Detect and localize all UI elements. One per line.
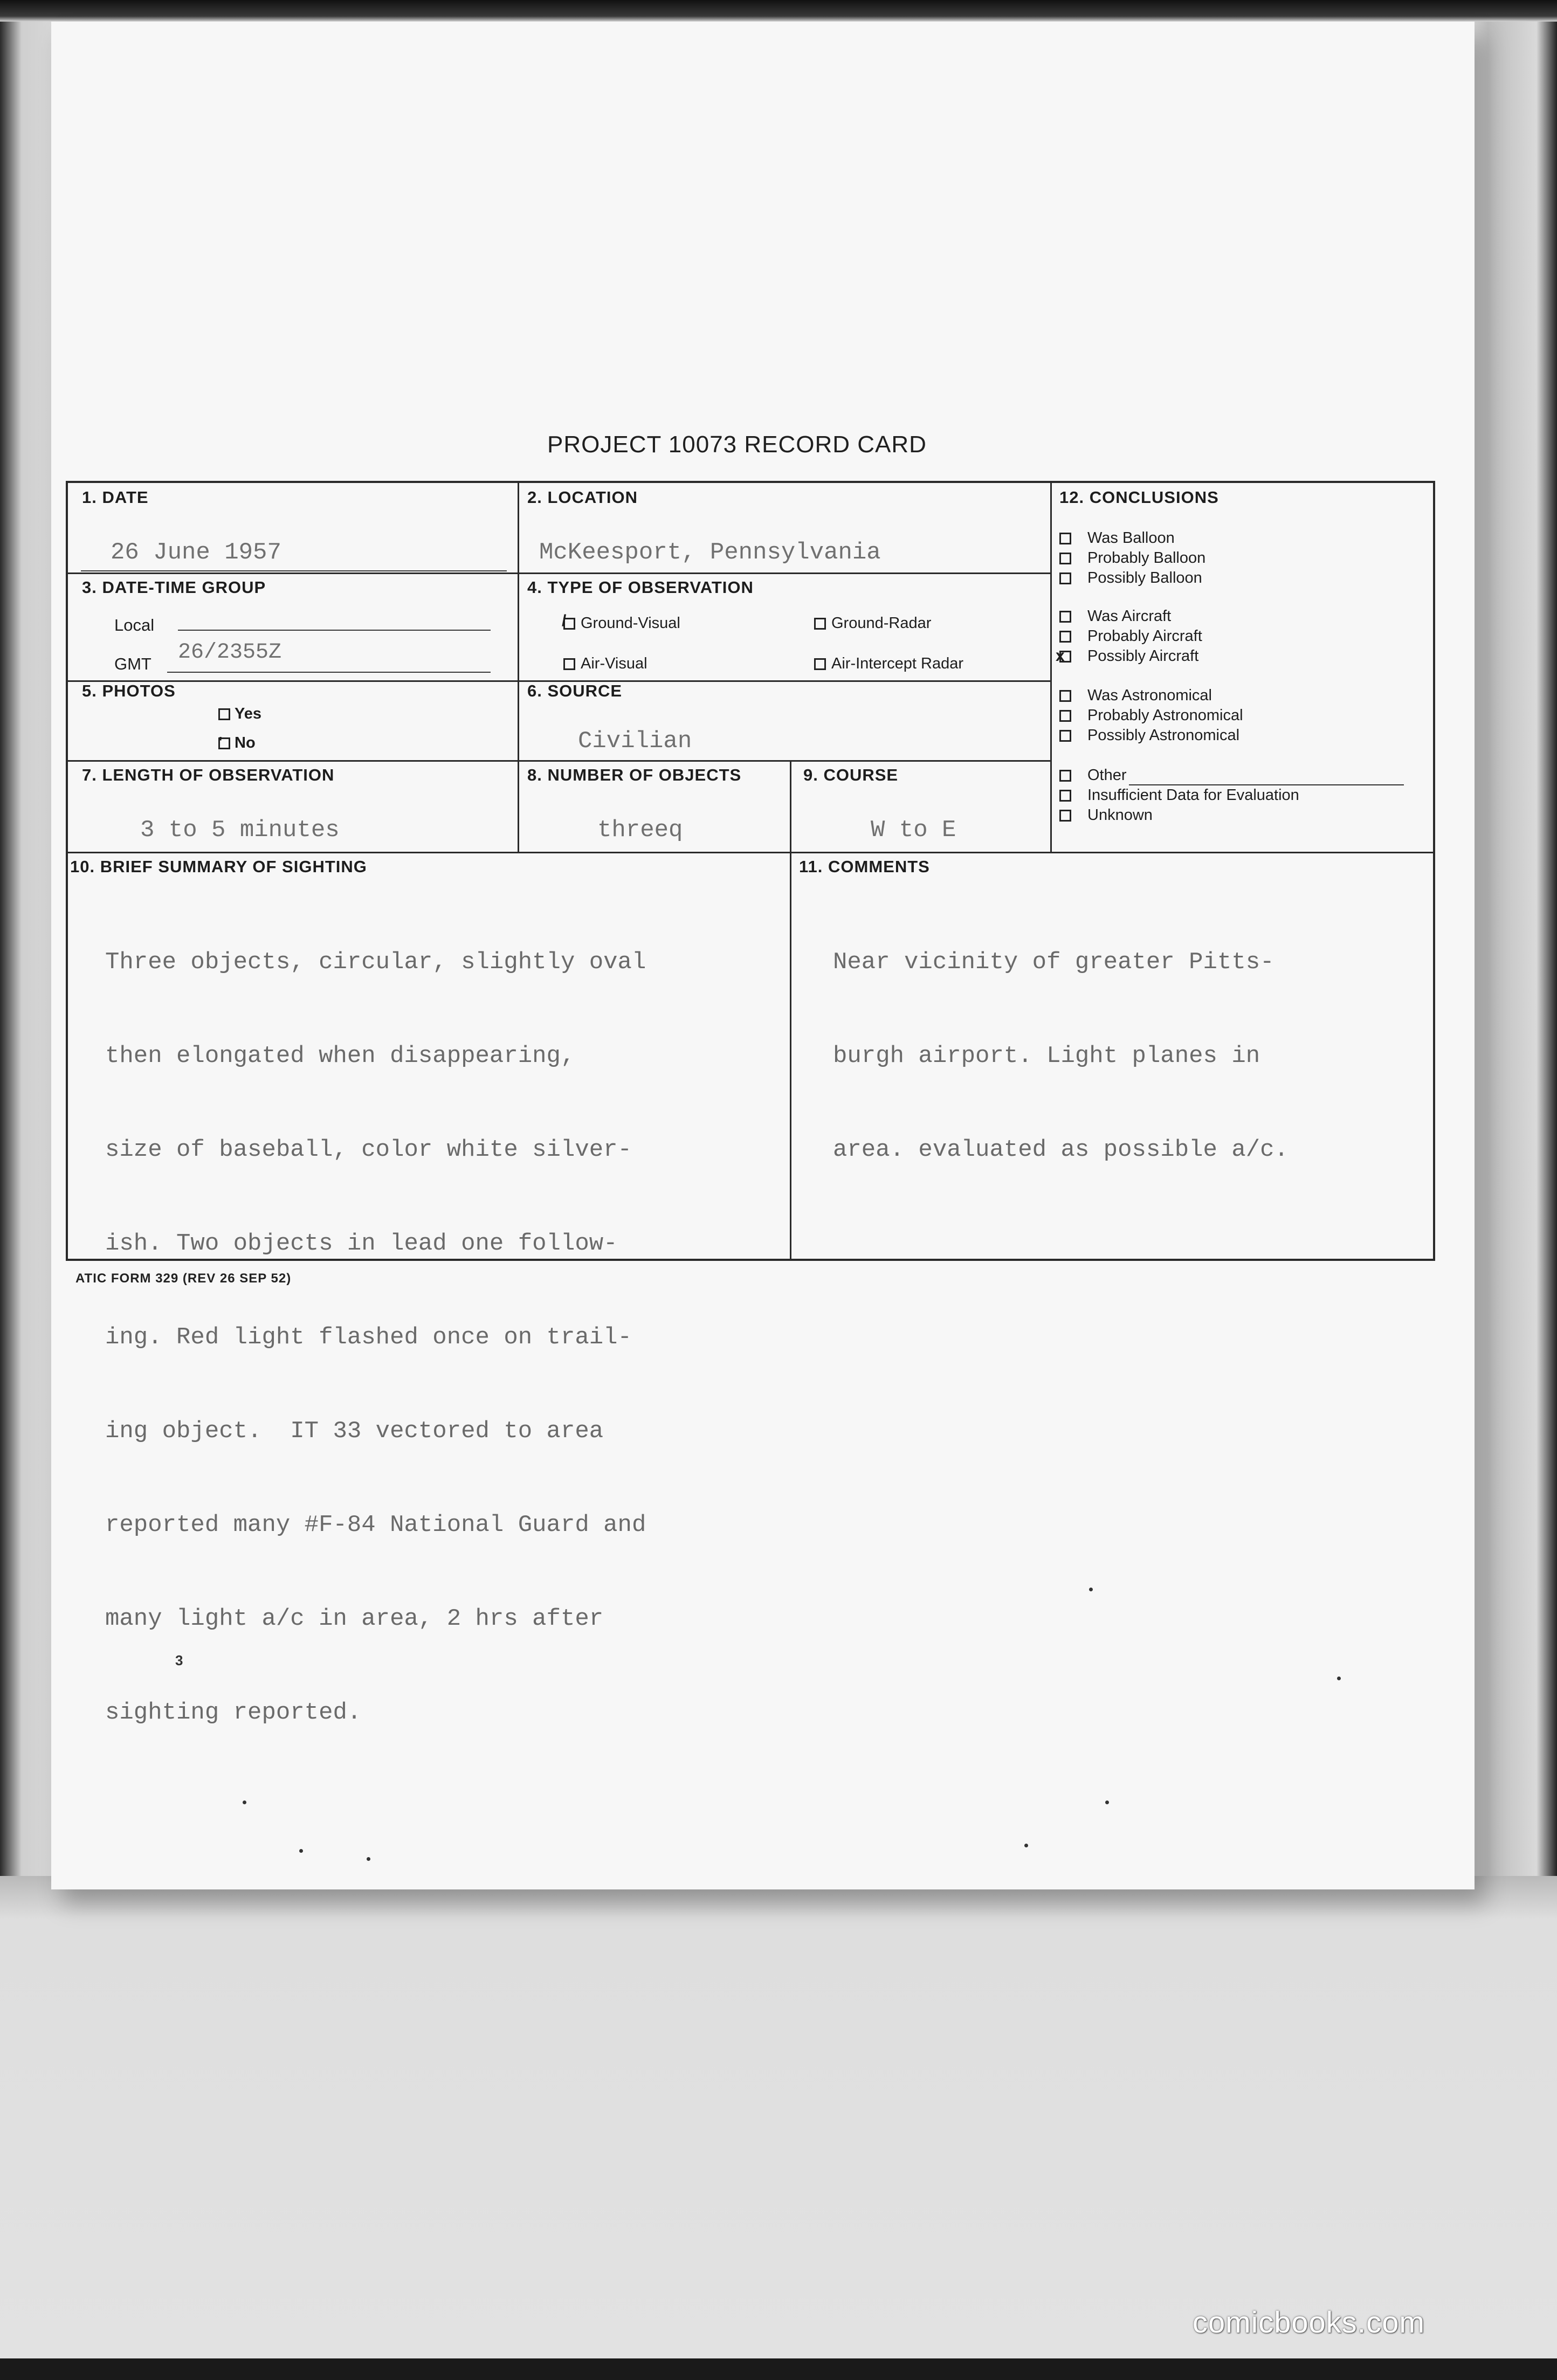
option-air-intercept-radar: Air-Intercept Radar [814, 655, 963, 673]
brief-summary-label: 10. BRIEF SUMMARY OF SIGHTING [70, 857, 367, 876]
checkbox-ground-visual: / [563, 618, 575, 630]
conclusion-insufficient-data: Insufficient Data for Evaluation [1059, 785, 1404, 805]
conclusion-group-balloon [1059, 528, 1205, 588]
number-of-objects-label: 8. NUMBER OF OBJECTS [527, 765, 742, 784]
conclusion-probably-balloon: Probably Balloon [1059, 548, 1205, 568]
form-identifier: ATIC FORM 329 (REV 26 SEP 52) [75, 1271, 292, 1286]
conclusion-unknown: Unknown [1059, 805, 1404, 825]
checkbox-probably-astronomical [1059, 710, 1071, 722]
scan-bottom-edge [0, 2358, 1557, 2380]
conclusion-possibly-aircraft: x Possibly Aircraft [1056, 647, 1199, 665]
checkbox-air-visual [563, 658, 575, 670]
checkbox-possibly-balloon [1059, 572, 1071, 584]
checkbox-photos-yes [218, 708, 230, 720]
option-ground-radar: Ground-Radar [814, 615, 931, 632]
option-photos-no: ' No [219, 734, 256, 751]
comments-label: 11. COMMENTS [799, 857, 930, 876]
comment-line: area. evaluated as possible a/c. [833, 1136, 1289, 1163]
type-of-observation-label: 4. TYPE OF OBSERVATION [527, 578, 754, 597]
comment-line: burgh airport. Light planes in [833, 1043, 1260, 1070]
checkbox-possibly-astronomical [1059, 730, 1071, 742]
conclusions-label: 12. CONCLUSIONS [1059, 488, 1219, 507]
conclusion-group-aircraft [1056, 606, 1202, 666]
comment-line: Near vicinity of greater Pitts- [833, 949, 1274, 976]
course-value: W to E [871, 817, 956, 844]
checkbox-was-balloon [1059, 533, 1071, 544]
summary-line: many light a/c in area, 2 hrs after [105, 1605, 604, 1632]
gmt-label: GMT [114, 654, 151, 673]
checkbox-was-aircraft [1059, 611, 1071, 623]
location-value: McKeesport, Pennsylvania [539, 539, 881, 566]
summary-line: reported many #F-84 National Guard and [105, 1512, 646, 1539]
date-label: 1. DATE [82, 488, 149, 507]
checkbox-ground-radar [814, 618, 826, 630]
summary-line: ing object. IT 33 vectored to area [105, 1418, 604, 1445]
checkbox-insufficient-data [1059, 790, 1071, 802]
length-of-observation-label: 7. LENGTH OF OBSERVATION [82, 765, 335, 784]
brief-summary-text [105, 884, 646, 1760]
checkbox-air-intercept-radar [814, 658, 826, 670]
length-of-observation-value: 3 to 5 minutes [140, 817, 340, 844]
option-air-visual: Air-Visual [563, 655, 647, 673]
conclusion-possibly-balloon: Possibly Balloon [1059, 568, 1205, 588]
checkbox-was-astronomical [1059, 690, 1071, 702]
checkbox-photos-no: ' [218, 737, 230, 749]
date-time-group-label: 3. DATE-TIME GROUP [82, 578, 266, 597]
conclusion-was-astronomical: Was Astronomical [1059, 686, 1243, 706]
comments-text [833, 884, 1289, 1197]
summary-line: ing. Red light flashed once on trail- [105, 1324, 632, 1351]
conclusion-was-balloon: Was Balloon [1059, 528, 1205, 548]
number-of-objects-value: threeq [597, 817, 683, 844]
conclusion-possibly-astronomical: Possibly Astronomical [1059, 726, 1243, 746]
page-mark: 3 [175, 1652, 183, 1668]
source-label: 6. SOURCE [527, 681, 623, 700]
location-label: 2. LOCATION [527, 488, 638, 507]
conclusion-group-other [1059, 765, 1404, 825]
summary-line: size of baseball, color white silver- [105, 1136, 632, 1163]
conclusion-was-aircraft: Was Aircraft [1059, 606, 1202, 626]
watermark: comicbooks.com [1193, 2305, 1425, 2339]
scan-top-edge [0, 0, 1557, 22]
date-value: 26 June 1957 [111, 539, 281, 566]
checkbox-unknown [1059, 810, 1071, 822]
checkbox-probably-aircraft [1059, 631, 1071, 643]
photos-label: 5. PHOTOS [82, 681, 176, 700]
local-label: Local [114, 616, 155, 634]
option-photos-yes: Yes [218, 705, 261, 723]
gmt-value: 26/2355Z [178, 640, 282, 665]
checkbox-other [1059, 770, 1071, 782]
conclusion-probably-astronomical: Probably Astronomical [1059, 706, 1243, 726]
summary-line: Three objects, circular, slightly oval [105, 949, 646, 976]
option-ground-visual: / Ground-Visual [562, 612, 680, 632]
conclusion-other: Other [1059, 765, 1404, 785]
source-value: Civilian [578, 728, 692, 755]
conclusion-probably-aircraft: Probably Aircraft [1059, 626, 1202, 646]
course-label: 9. COURSE [803, 765, 899, 784]
summary-line: sighting reported. [105, 1699, 362, 1726]
conclusion-group-astronomical [1059, 686, 1243, 746]
summary-line: ish. Two objects in lead one follow- [105, 1230, 618, 1257]
checkbox-probably-balloon [1059, 553, 1071, 564]
summary-line: then elongated when disappearing, [105, 1043, 575, 1070]
checkbox-possibly-aircraft: x [1059, 651, 1071, 663]
card-title: PROJECT 10073 RECORD CARD [547, 431, 927, 458]
